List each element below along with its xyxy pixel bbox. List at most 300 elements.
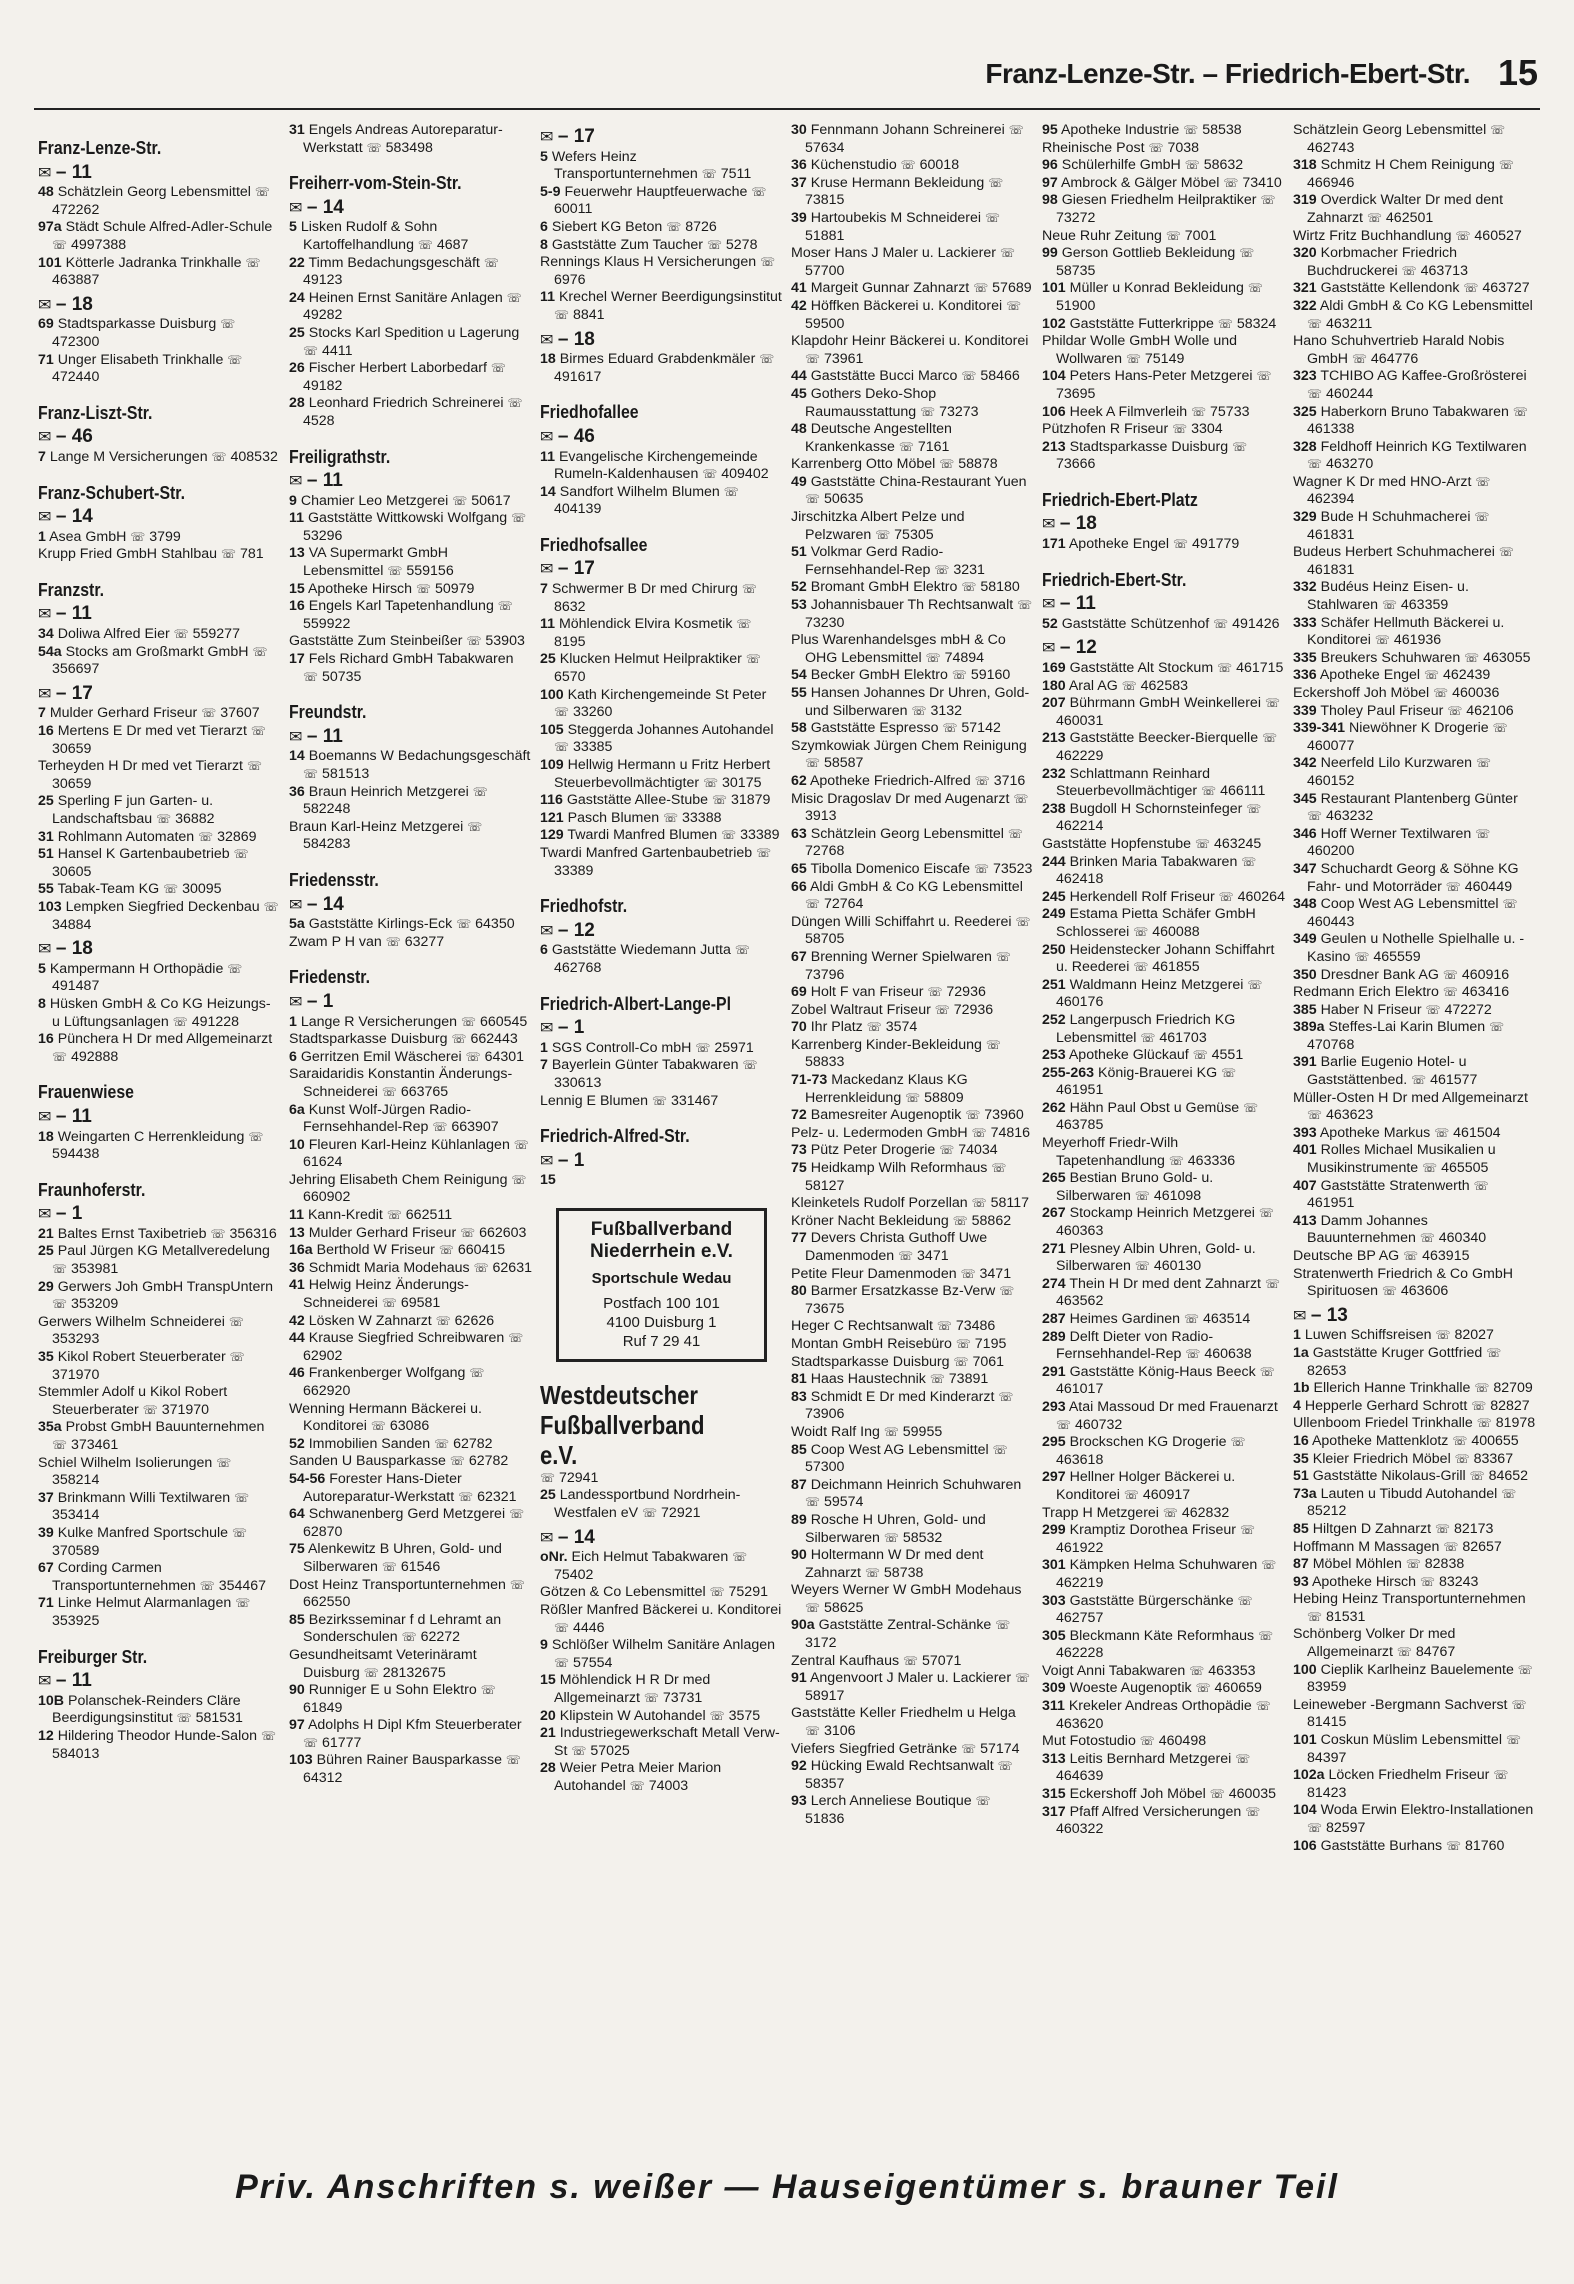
telephone-icon: ☏ — [1307, 1821, 1323, 1835]
entry-name: Schülerhilfe GmbH — [1061, 157, 1181, 174]
directory-entry — [1293, 1178, 1536, 1213]
house-number: 15 — [289, 580, 305, 597]
directory-entry — [791, 914, 1034, 949]
entry-name: Szymkowiak Jürgen Chem Reinigung — [791, 737, 1027, 754]
telephone-icon: ☏ — [898, 439, 914, 454]
phone-number: 58862 — [971, 1212, 1012, 1229]
directory-entry — [1042, 1434, 1285, 1469]
house-number: 15 — [540, 1672, 556, 1689]
phone-number: 63277 — [404, 933, 445, 950]
entry-name: Gerwers Wilhelm Schneiderei — [38, 1313, 225, 1330]
telephone-icon: ☏ — [971, 1125, 987, 1140]
telephone-icon: ☏ — [363, 1665, 379, 1680]
phone-number: 33389 — [554, 862, 594, 879]
page-header — [34, 40, 1540, 110]
telephone-icon: ☏ — [1401, 263, 1417, 278]
house-number: 29 — [38, 1278, 54, 1295]
phone-number: 83959 — [1307, 1679, 1347, 1696]
house-number: 401 — [1293, 1142, 1317, 1159]
entry-name: Phildar Wolle GmbH Wolle und Wollwaren — [1042, 333, 1238, 367]
entry-name: Heimes Gardinen — [1069, 1311, 1181, 1327]
telephone-icon: ☏ — [1447, 703, 1463, 718]
telephone-icon: ☏ — [248, 1129, 264, 1144]
phone-number: 73675 — [805, 1300, 845, 1317]
entry-name: Bugdoll H Schornsteinfeger — [1069, 800, 1243, 817]
phone-number: 75291 — [728, 1584, 768, 1601]
directory-entry — [791, 368, 1034, 386]
phone-number: 409402 — [721, 466, 769, 483]
telephone-icon: ☏ — [1168, 1153, 1184, 1168]
house-number: 169 — [1042, 660, 1066, 677]
house-number: 335 — [1293, 649, 1317, 666]
entry-name: Stemmler Adolf u Kikol Robert Steuerberater — [38, 1384, 228, 1418]
directory-column — [536, 122, 787, 2152]
telephone-icon: ☏ — [1454, 1451, 1470, 1466]
telephone-icon: ☏ — [961, 580, 977, 595]
phone-number: 371970 — [52, 1366, 100, 1383]
directory-entry — [1042, 1170, 1285, 1205]
phone-number: 460527 — [1474, 227, 1522, 244]
phone-number: 3471 — [917, 1248, 949, 1264]
street-heading: Friedhofsallee — [540, 534, 648, 555]
house-number: 90 — [791, 1547, 807, 1564]
house-number: 1 — [289, 1013, 297, 1030]
telephone-icon: ☏ — [988, 175, 1004, 190]
directory-entry — [1042, 1628, 1285, 1663]
telephone-icon: ☏ — [172, 1014, 188, 1029]
postal-district — [1042, 639, 1285, 658]
telephone-icon: ☏ — [490, 361, 506, 376]
house-number: 393 — [1293, 1124, 1317, 1141]
telephone-icon: ☏ — [1261, 1558, 1277, 1573]
phone-number: 460176 — [1056, 994, 1104, 1011]
telephone-icon: ☏ — [509, 1507, 525, 1522]
directory-entry — [289, 1752, 532, 1787]
street-heading: Freundstr. — [289, 702, 367, 723]
postal-district — [38, 428, 281, 447]
directory-entry — [1042, 404, 1285, 422]
house-number: 342 — [1293, 755, 1317, 772]
telephone-icon: ☏ — [961, 369, 977, 384]
directory-entry — [1293, 755, 1536, 790]
telephone-icon: ☏ — [229, 1350, 245, 1365]
phone-number: 30659 — [52, 740, 92, 757]
entry-name: Kunst Wolf-Jürgen Radio-Fernsehhandel-Rep — [303, 1101, 471, 1136]
directory-entry — [540, 449, 783, 484]
phone-number: 49123 — [303, 272, 343, 289]
envelope-icon: ✉ — [1042, 640, 1060, 658]
directory-entry — [791, 1653, 1034, 1671]
telephone-icon: ☏ — [953, 1354, 969, 1369]
entry-name: Ihr Platz — [810, 1019, 863, 1036]
telephone-icon: ☏ — [1125, 351, 1141, 366]
phone-number: 32869 — [217, 828, 257, 845]
directory-entry — [791, 280, 1034, 298]
phone-number: 463416 — [1461, 984, 1510, 1001]
directory-entry — [289, 360, 532, 395]
directory-entry — [791, 245, 1034, 280]
directory-entry — [540, 827, 783, 845]
phone-number: 472300 — [52, 333, 100, 350]
directory-entry — [289, 633, 532, 651]
phone-number: 461338 — [1307, 421, 1355, 438]
entry-name: Timm Bedachungsgeschäft — [308, 254, 480, 271]
entry-name: Pelz- u. Ledermoden GmbH — [791, 1124, 968, 1141]
phone-number: 662443 — [470, 1031, 518, 1048]
house-number: 26 — [289, 360, 305, 377]
phone-number: 463270 — [1325, 456, 1374, 473]
entry-name: Lauten u Tibudd Autohandel — [1320, 1485, 1498, 1502]
entry-name: Schätzlein Georg Lebensmittel — [810, 825, 1004, 842]
telephone-icon: ☏ — [973, 281, 989, 296]
directory-entry — [38, 1525, 281, 1560]
phone-number: 460031 — [1056, 712, 1104, 729]
telephone-icon: ☏ — [759, 352, 775, 367]
entry-name: Niewöhner K Drogerie — [1349, 720, 1489, 737]
house-number: 54a — [38, 643, 62, 660]
postal-code: – 11 — [306, 725, 343, 747]
telephone-icon: ☏ — [1185, 1347, 1201, 1362]
house-number: 69 — [791, 984, 807, 1001]
directory-entry — [1042, 122, 1285, 140]
telephone-icon: ☏ — [1474, 510, 1490, 525]
directory-column — [787, 122, 1038, 2152]
telephone-icon: ☏ — [629, 1778, 645, 1793]
directory-entry — [1042, 228, 1285, 246]
street-heading: Friedhofallee — [540, 402, 639, 423]
phone-number: 353414 — [52, 1507, 100, 1524]
envelope-icon: ✉ — [540, 129, 558, 146]
directory-entry — [791, 861, 1034, 879]
phone-number: 62782 — [468, 1453, 509, 1470]
phone-number: 83367 — [1473, 1450, 1514, 1467]
envelope-icon: ✉ — [540, 1152, 558, 1170]
telephone-icon: ☏ — [497, 599, 513, 614]
directory-entry — [289, 1207, 532, 1225]
entry-name: Viefers Siegfried Getränke — [791, 1740, 958, 1757]
phone-number: 464776 — [1370, 350, 1419, 367]
directory-entry — [1042, 1680, 1285, 1698]
entry-name: Haber N Friseur — [1320, 1001, 1422, 1018]
phone-number: 461017 — [1056, 1381, 1104, 1398]
phone-number: 3172 — [805, 1635, 837, 1652]
directory-entry — [1042, 730, 1285, 765]
telephone-icon: ☏ — [883, 1530, 899, 1545]
phone-number: 491617 — [554, 368, 602, 385]
house-number: 339 — [1293, 702, 1317, 719]
telephone-icon: ☏ — [1396, 1645, 1412, 1660]
entry-name: Lempken Siegfried Deckenbau — [65, 898, 260, 915]
directory-entry — [289, 1277, 532, 1312]
telephone-icon: ☏ — [742, 1058, 758, 1073]
telephone-icon: ☏ — [985, 210, 1001, 225]
telephone-icon: ☏ — [1201, 784, 1217, 799]
entry-name: Gaststätte Bürgerschänke — [1069, 1592, 1234, 1609]
phone-number: 82173 — [1453, 1520, 1494, 1537]
directory-entry — [1293, 1539, 1536, 1557]
house-number: 303 — [1042, 1592, 1066, 1609]
phone-number: 461855 — [1152, 959, 1200, 976]
house-number: 271 — [1042, 1240, 1066, 1257]
directory-entry — [1293, 703, 1536, 721]
house-number: 213 — [1042, 438, 1066, 455]
entry-name: Kleier Friedrich Möbel — [1312, 1450, 1451, 1467]
house-number: 100 — [1293, 1661, 1317, 1678]
telephone-icon: ☏ — [721, 828, 737, 843]
postal-code: – 46 — [557, 425, 595, 447]
phone-number: 7061 — [972, 1353, 1004, 1370]
directory-entry — [289, 1717, 532, 1752]
telephone-icon: ☏ — [1133, 924, 1149, 939]
entry-name: Hepperle Gerhard Schrott — [1304, 1397, 1468, 1414]
envelope-icon: ✉ — [540, 428, 558, 446]
house-number: 35a — [38, 1419, 62, 1436]
directory-entry — [1293, 896, 1536, 931]
directory-entry — [38, 1728, 281, 1763]
directory-entry — [1293, 1802, 1536, 1837]
phone-number: 584283 — [303, 836, 351, 853]
directory-entry — [38, 1693, 281, 1728]
house-number: 345 — [1293, 790, 1317, 807]
ad-title: Fußballverband — [590, 1218, 733, 1240]
house-number: 39 — [791, 209, 807, 226]
telephone-icon: ☏ — [702, 467, 718, 482]
phone-number: 73796 — [805, 966, 845, 983]
telephone-icon: ☏ — [760, 255, 776, 270]
directory-entry — [289, 1102, 532, 1137]
house-number: 1 — [38, 528, 46, 545]
entry-name: Gaststätte Allee-Stube — [566, 792, 709, 809]
telephone-icon: ☏ — [995, 949, 1011, 964]
directory-entry — [38, 705, 281, 723]
entry-name: Lange M Versicherungen — [49, 448, 208, 465]
footer-note: Priv. Anschriften s. weißer — Hauseigentümer s. brauner Teil — [235, 2168, 1339, 2206]
house-number: 21 — [38, 1225, 54, 1242]
phone-number: 466946 — [1307, 174, 1355, 191]
directory-entry — [1042, 192, 1285, 227]
entry-name: Barlie Eugenio Hotel- u Gaststättenbed. — [1307, 1054, 1467, 1089]
telephone-icon: ☏ — [1473, 1178, 1489, 1193]
telephone-icon: ☏ — [1486, 1345, 1502, 1360]
house-number: 332 — [1293, 579, 1317, 596]
telephone-icon: ☏ — [1501, 1486, 1517, 1501]
phone-number: 4528 — [303, 412, 335, 429]
phone-number: 3799 — [149, 528, 181, 545]
phone-number: 662920 — [303, 1383, 351, 1399]
phone-number: 30605 — [52, 863, 92, 880]
directory-entry — [1293, 984, 1536, 1002]
house-number: 104 — [1293, 1802, 1317, 1819]
entry-name: Herkendell Rolf Friseur — [1069, 888, 1215, 905]
postal-district — [540, 560, 783, 579]
phone-number: 58357 — [805, 1775, 845, 1792]
telephone-icon: ☏ — [951, 668, 967, 683]
entry-name: Siebert KG Beton — [551, 218, 663, 235]
directory-entry — [289, 1682, 532, 1717]
telephone-icon: ☏ — [1489, 1020, 1505, 1035]
phone-number: 57689 — [992, 280, 1032, 297]
directory-entry — [1042, 1135, 1285, 1170]
entry-name: Hoff Werner Textilwaren — [1320, 825, 1472, 842]
directory-entry — [791, 1142, 1034, 1160]
directory-entry — [791, 738, 1034, 773]
phone-number: 6570 — [554, 669, 586, 686]
directory-entry — [1293, 1767, 1536, 1802]
phone-number: 84767 — [1415, 1644, 1456, 1661]
directory-entry — [1042, 1329, 1285, 1364]
telephone-icon: ☏ — [975, 1794, 991, 1809]
house-number: 320 — [1293, 245, 1317, 262]
telephone-icon: ☏ — [992, 1442, 1008, 1457]
street-heading: Freiherr-vom-Stein-Str. — [289, 173, 462, 194]
envelope-icon: ✉ — [38, 685, 56, 703]
directory-entry — [791, 1002, 1034, 1020]
phone-number: 57554 — [572, 1654, 613, 1671]
directory-entry — [1042, 333, 1285, 368]
phone-number: 463623 — [1325, 1107, 1374, 1124]
entry-name: Unger Elisabeth Trinkhalle — [57, 351, 224, 368]
directory-entry — [791, 1354, 1034, 1372]
directory-entry — [791, 175, 1034, 210]
phone-number: 75733 — [1210, 403, 1250, 420]
phone-number: 460916 — [1461, 966, 1510, 983]
house-number: 25 — [540, 1487, 556, 1504]
telephone-icon: ☏ — [955, 1336, 971, 1351]
house-number: 103 — [38, 898, 62, 915]
phone-number: 82597 — [1325, 1820, 1366, 1836]
directory-entry — [1293, 1142, 1536, 1177]
phone-number: 69581 — [400, 1295, 441, 1312]
directory-entry — [1042, 1804, 1285, 1839]
house-number: 95 — [1042, 122, 1058, 138]
house-number: 1b — [1293, 1380, 1310, 1397]
entry-name: Doliwa Alfred Eier — [57, 626, 170, 643]
phone-number: 7511 — [720, 166, 752, 183]
phone-number: 660902 — [303, 1189, 351, 1206]
directory-entry — [1293, 579, 1536, 614]
house-number: 41 — [289, 1277, 305, 1294]
house-number: 289 — [1042, 1328, 1066, 1345]
telephone-icon: ☏ — [1433, 686, 1449, 700]
phone-number: 460638 — [1204, 1346, 1252, 1363]
directory-entry — [791, 1547, 1034, 1582]
telephone-icon: ☏ — [250, 724, 266, 739]
entry-name: Boemanns W Bedachungsgeschäft — [308, 748, 531, 765]
house-number: 54-56 — [289, 1470, 326, 1487]
phone-number: 584013 — [52, 1745, 100, 1762]
phone-number: 73410 — [1242, 174, 1282, 191]
telephone-icon: ☏ — [52, 1049, 68, 1064]
directory-entry — [38, 723, 281, 758]
directory-entry — [289, 598, 532, 633]
entry-name: Stadtsparkasse Duisburg — [57, 316, 217, 333]
directory-entry — [791, 1336, 1034, 1354]
phone-number: 3471 — [979, 1265, 1012, 1282]
house-number: 238 — [1042, 800, 1066, 817]
telephone-icon: ☏ — [235, 1596, 251, 1611]
directory-entry — [38, 1419, 281, 1454]
phone-number: 83243 — [1438, 1573, 1479, 1590]
postal-code: – 18 — [557, 328, 595, 350]
postal-code: – 18 — [1059, 513, 1097, 535]
telephone-icon: ☏ — [1189, 1663, 1205, 1678]
phone-number: 491228 — [191, 1013, 240, 1030]
entry-name: Aral AG — [1068, 677, 1118, 694]
entry-name: Devers Christa Guthoff Uwe Damenmoden — [805, 1230, 988, 1264]
entry-name: Industriegewerkschaft Metall Verw-St — [554, 1725, 780, 1759]
telephone-icon: ☏ — [709, 1708, 725, 1723]
directory-entry — [1042, 536, 1285, 554]
phone-number: 58532 — [902, 1529, 943, 1546]
entry-name: Holtermann W Dr med dent Zahnarzt — [805, 1547, 984, 1581]
postal-code: – 46 — [55, 426, 93, 448]
telephone-icon: ☏ — [666, 219, 682, 234]
phone-number: 57634 — [805, 139, 845, 156]
house-number: 6 — [540, 218, 548, 235]
entry-name: Karrenberg Kinder-Bekleidung — [791, 1036, 982, 1053]
house-number: 101 — [1042, 280, 1066, 297]
directory-entry — [289, 1506, 532, 1541]
house-number: 6a — [289, 1101, 305, 1118]
entry-name: Plesney Albin Uhren, Gold- u. Silberwaren — [1056, 1240, 1256, 1275]
house-number: 389a — [1293, 1019, 1325, 1036]
directory-entry — [1042, 1698, 1285, 1733]
telephone-icon: ☏ — [163, 882, 179, 897]
entry-name: Stockamp Heinrich Metzgerei — [1069, 1205, 1255, 1222]
phone-number: 491426 — [1232, 615, 1280, 632]
entry-name: Krupp Fried GmbH Stahlbau — [38, 546, 218, 563]
phone-number: 57025 — [590, 1742, 630, 1759]
postal-code: – 17 — [55, 682, 93, 704]
house-number: 5 — [540, 148, 548, 165]
entry-name: Gaststätte Schützenhof — [1061, 615, 1210, 632]
ad-line: Ruf 7 29 41 — [622, 1332, 701, 1350]
directory-entry — [791, 1266, 1034, 1284]
entry-name: Terheyden H Dr med vet Tierarzt — [38, 758, 244, 775]
directory-entry — [1042, 1751, 1285, 1786]
entry-name: Höffken Bäckerei u. Konditorei — [810, 297, 1003, 314]
telephone-icon: ☏ — [1505, 1733, 1521, 1748]
directory-entry — [1042, 175, 1285, 193]
entry-name: Delft Dieter von Radio-Fernsehhandel-Rep — [1056, 1328, 1214, 1363]
phone-number: 581531 — [195, 1710, 243, 1727]
directory-entry — [289, 784, 532, 819]
phone-number: 461936 — [1393, 632, 1442, 649]
entry-name: Lösken W Zahnarzt — [308, 1312, 432, 1329]
directory-entry — [38, 316, 281, 351]
house-number: 328 — [1293, 438, 1317, 455]
telephone-icon: ☏ — [1423, 668, 1439, 683]
entry-name: Twardi Manfred Blumen — [567, 827, 718, 844]
phone-number: 581513 — [321, 766, 370, 782]
house-number: 98 — [1042, 192, 1058, 209]
entry-name: Damm Johannes Bauunternehmen — [1307, 1212, 1428, 1247]
house-number: 291 — [1042, 1363, 1066, 1380]
house-number: 102a — [1293, 1767, 1325, 1784]
directory-entry — [1293, 1433, 1536, 1451]
entry-name: Probst GmbH Bauunternehmen — [65, 1419, 265, 1436]
telephone-icon: ☏ — [511, 511, 527, 526]
entry-name: Möhlendick H R Dr med Allgemeinarzt — [554, 1672, 711, 1706]
phone-number: 461703 — [1159, 1029, 1207, 1046]
house-number: 93 — [791, 1793, 807, 1810]
entry-name: Lennig E Blumen — [540, 1092, 649, 1109]
telephone-icon: ☏ — [1471, 1398, 1487, 1413]
directory-entry — [791, 1195, 1034, 1213]
directory-entry — [540, 1637, 783, 1672]
entry-name: Pütz Peter Drogerie — [810, 1142, 936, 1159]
envelope-icon: ✉ — [38, 606, 56, 624]
